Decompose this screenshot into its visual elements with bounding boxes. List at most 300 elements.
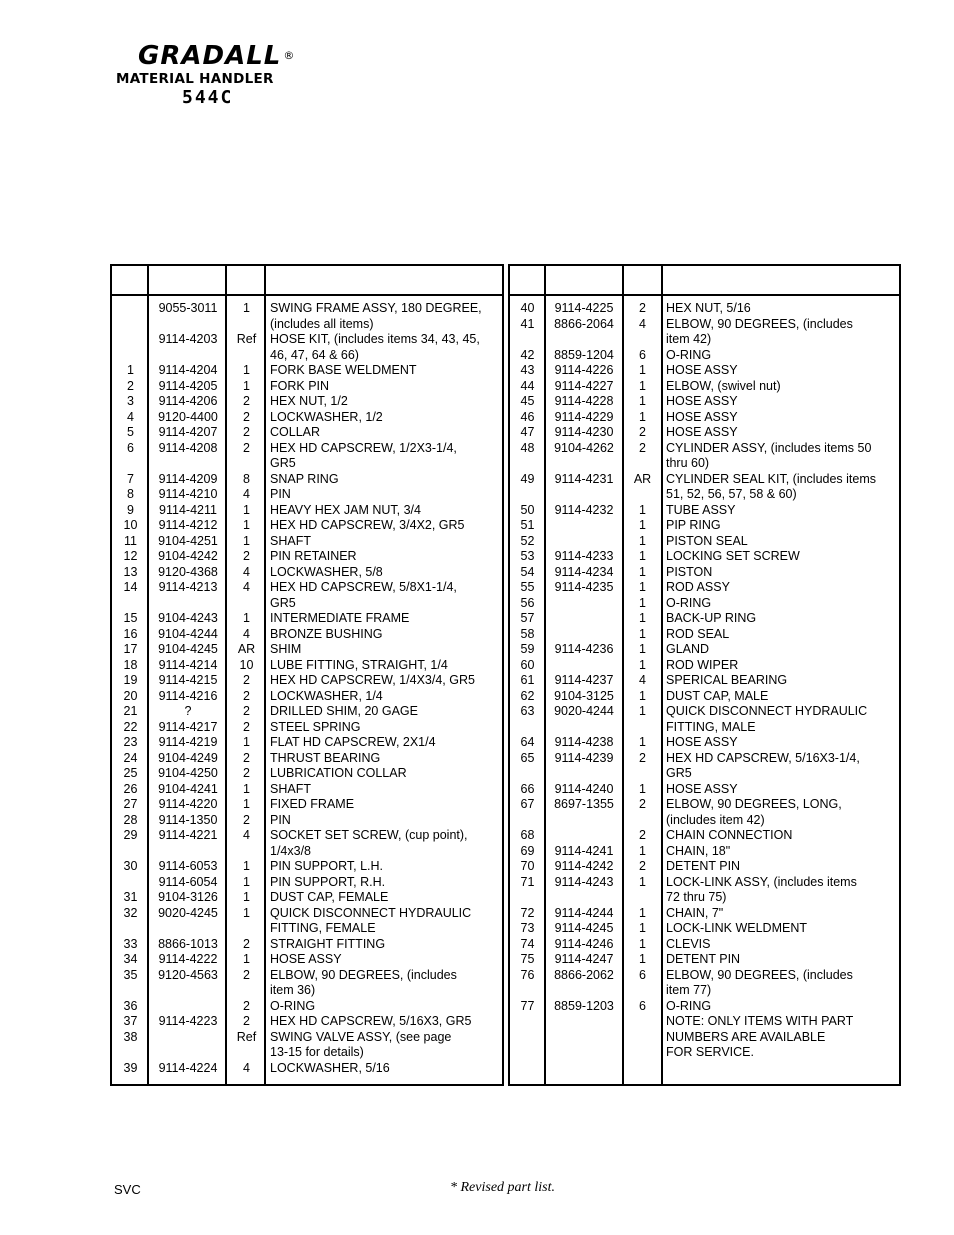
description: HOSE ASSY <box>270 952 342 966</box>
item-number: 35 <box>123 967 138 982</box>
item-number: 30 <box>123 859 138 873</box>
part-number: 9114-4223 <box>158 1014 218 1028</box>
description: O-RING <box>270 998 316 1013</box>
quantity: 1 <box>243 781 250 796</box>
description: FLAT HD CAPSCREW, 2X1/4 <box>270 735 436 749</box>
quantity: 2 <box>639 828 646 842</box>
part-number: 9114-4244 <box>554 905 614 920</box>
part-number: 9114-4215 <box>158 673 218 687</box>
quantity: 1 <box>639 735 646 749</box>
table-row <box>510 921 899 937</box>
item-number: 55 <box>520 580 535 594</box>
part-number: 9114-4211 <box>159 502 217 517</box>
description: QUICK DISCONNECT HYDRAULIC <box>666 704 868 718</box>
item-number <box>112 875 149 891</box>
description: GR5 <box>270 595 296 610</box>
table-row <box>510 952 899 968</box>
item-number: 26 <box>123 781 138 796</box>
item-number: 11 <box>124 533 137 548</box>
table-row <box>510 580 899 596</box>
table-row <box>112 487 502 503</box>
table-row <box>112 890 502 906</box>
description: LOCKWASHER, 1/4 <box>270 688 383 703</box>
table-row <box>112 627 502 643</box>
part-number <box>149 317 227 333</box>
description: COLLAR <box>270 425 321 439</box>
description: LOCKWASHER, 5/8 <box>270 564 383 579</box>
part-number: 9114-4209 <box>158 471 218 486</box>
item-number: 71 <box>520 874 535 889</box>
description: STEEL SPRING <box>270 719 361 734</box>
quantity <box>623 456 662 472</box>
brand-subtitle: MATERIAL HANDLER <box>116 71 274 87</box>
item-number: 43 <box>520 363 535 377</box>
item-number: 37 <box>123 1014 138 1028</box>
quantity: 2 <box>639 440 646 455</box>
item-number: 41 <box>520 316 535 331</box>
item-number: 31 <box>123 890 138 904</box>
item-number <box>510 332 545 348</box>
description: CYLINDER SEAL KIT, (includes items <box>666 471 877 486</box>
part-number <box>545 456 623 472</box>
quantity <box>623 1030 662 1046</box>
quantity <box>623 332 662 348</box>
part-number <box>545 596 623 612</box>
quantity: 4 <box>243 828 250 842</box>
description: 46, 47, 64 & 66) <box>270 347 359 362</box>
description: 72 thru 75) <box>666 890 727 904</box>
quantity: 1 <box>243 378 250 393</box>
table-row <box>112 596 502 612</box>
quantity: 1 <box>639 843 646 858</box>
table-row <box>112 518 502 534</box>
part-number <box>545 518 623 534</box>
table-row <box>510 968 899 984</box>
quantity <box>623 1014 662 1030</box>
quantity: 2 <box>243 1014 250 1028</box>
item-number: 29 <box>123 828 138 842</box>
description: THRUST BEARING <box>270 750 381 765</box>
part-number <box>545 720 623 736</box>
table-row <box>112 410 502 426</box>
table-row <box>112 565 502 581</box>
item-number: 67 <box>520 797 535 811</box>
item-number: 64 <box>520 735 535 749</box>
table-row <box>112 751 502 767</box>
description: LOCK-LINK WELDMENT <box>666 921 807 935</box>
quantity: 1 <box>243 363 250 377</box>
table-row <box>510 534 899 550</box>
table-row <box>112 968 502 984</box>
table-row <box>510 596 899 612</box>
part-number: 9114-4204 <box>158 363 218 377</box>
quantity <box>227 456 266 472</box>
part-number: 8859-1203 <box>554 998 614 1013</box>
part-number <box>545 813 623 829</box>
item-number <box>510 813 545 829</box>
table-row <box>510 1045 899 1061</box>
table-row <box>112 1061 502 1077</box>
part-number: 9114-4228 <box>554 394 614 408</box>
item-number: 17 <box>123 642 138 656</box>
description: ROD ASSY <box>666 580 730 594</box>
description: HEX HD CAPSCREW, 3/4X2, GR5 <box>270 518 465 532</box>
quantity <box>227 921 266 937</box>
part-number: 9020-4245 <box>158 905 218 920</box>
part-number: 9120-4368 <box>158 564 218 579</box>
quantity <box>623 890 662 906</box>
table-row <box>112 425 502 441</box>
table-row <box>112 363 502 379</box>
description: 51, 52, 56, 57, 58 & 60) <box>666 487 797 501</box>
table-rows <box>510 301 899 1061</box>
description: O-RING <box>666 595 712 610</box>
description: FITTING, MALE <box>666 719 756 734</box>
part-number: 9114-4234 <box>554 564 614 579</box>
part-number: 8866-2062 <box>554 967 614 982</box>
description: LOCKWASHER, 1/2 <box>270 409 383 424</box>
item-number: 53 <box>520 549 535 563</box>
part-number: 9114-4245 <box>554 921 614 935</box>
part-number <box>545 1014 623 1030</box>
description: ELBOW, 90 DEGREES, (includes <box>270 967 457 982</box>
description: TUBE ASSY <box>666 502 736 517</box>
description: O-RING <box>666 998 712 1013</box>
item-number <box>510 983 545 999</box>
quantity <box>623 720 662 736</box>
description: FIXED FRAME <box>270 797 355 811</box>
table-row <box>510 766 899 782</box>
item-number: 72 <box>520 905 535 920</box>
quantity: Ref <box>236 332 257 346</box>
quantity: 4 <box>243 1060 250 1075</box>
part-number: 9104-4249 <box>158 750 218 765</box>
quantity: 2 <box>639 301 646 315</box>
table-row <box>510 317 899 333</box>
table-row <box>510 611 899 627</box>
table-row <box>112 394 502 410</box>
description: QUICK DISCONNECT HYDRAULIC <box>270 905 472 920</box>
item-number: 32 <box>123 905 138 920</box>
quantity: 2 <box>639 859 646 873</box>
item-number: 14 <box>123 580 138 594</box>
part-number: 9114-4236 <box>554 642 614 656</box>
item-number: 21 <box>123 704 138 718</box>
description: item 42) <box>666 332 712 346</box>
quantity: 1 <box>639 564 646 579</box>
description: LUBRICATION COLLAR <box>270 766 407 780</box>
brand-name: GRADALL ® <box>138 41 296 71</box>
table-row <box>112 999 502 1015</box>
quantity: 1 <box>639 409 646 424</box>
quantity: 2 <box>243 549 250 563</box>
part-number: 9114-4203 <box>158 332 218 346</box>
table-row <box>112 937 502 953</box>
table-row <box>112 859 502 875</box>
quantity: 1 <box>639 378 646 393</box>
quantity: 1 <box>243 905 250 920</box>
description: HEX HD CAPSCREW, 5/16X3-1/4, <box>666 750 860 765</box>
quantity: 6 <box>639 998 646 1013</box>
part-number: 9020-4244 <box>554 704 614 718</box>
table-row <box>112 332 502 348</box>
item-number: 13 <box>123 564 138 579</box>
quantity: 2 <box>243 688 250 703</box>
table-row <box>112 844 502 860</box>
item-number <box>112 301 149 317</box>
item-number: 22 <box>123 719 138 734</box>
item-number: 8 <box>127 487 134 501</box>
table-row <box>112 952 502 968</box>
description: BRONZE BUSHING <box>270 626 383 641</box>
table-row <box>510 627 899 643</box>
table-row <box>510 782 899 798</box>
item-number: 33 <box>123 936 138 951</box>
quantity <box>227 348 266 364</box>
model-number: 544C <box>182 87 234 108</box>
part-number: 9114-4226 <box>554 363 614 377</box>
quantity <box>623 766 662 782</box>
table-row <box>510 906 899 922</box>
item-number <box>112 456 149 472</box>
item-number: 2 <box>127 378 134 393</box>
description: HEX HD CAPSCREW, 5/16X3, GR5 <box>270 1014 472 1028</box>
item-number <box>510 487 545 503</box>
item-number <box>112 317 149 333</box>
quantity: 1 <box>639 363 646 377</box>
table-row <box>510 363 899 379</box>
table-row <box>112 797 502 813</box>
quantity: 1 <box>639 952 646 966</box>
description: HOSE ASSY <box>666 735 738 749</box>
item-number <box>510 1014 545 1030</box>
parts-table-right <box>508 264 901 1086</box>
quantity: 2 <box>243 936 250 951</box>
item-number: 16 <box>123 626 138 641</box>
quantity: 2 <box>243 812 250 827</box>
description: item 77) <box>666 983 712 997</box>
part-number: 9104-3126 <box>158 890 218 904</box>
item-number: 4 <box>127 409 134 424</box>
table-row <box>510 875 899 891</box>
quantity: 2 <box>639 425 646 439</box>
part-number <box>545 766 623 782</box>
description: NUMBERS ARE AVAILABLE <box>666 1029 826 1044</box>
table-row <box>510 301 899 317</box>
quantity: 4 <box>243 580 250 594</box>
quantity: 1 <box>639 580 646 594</box>
table-row <box>510 565 899 581</box>
part-number: 9114-4207 <box>158 425 218 439</box>
quantity: 2 <box>243 409 250 424</box>
item-number: 15 <box>123 611 138 625</box>
item-number: 28 <box>123 812 138 827</box>
description: INTERMEDIATE FRAME <box>270 611 410 625</box>
description: GR5 <box>270 456 296 470</box>
table-row <box>112 642 502 658</box>
table-row <box>510 487 899 503</box>
table-row <box>510 456 899 472</box>
description: PIN SUPPORT, R.H. <box>270 874 386 889</box>
table-row <box>112 611 502 627</box>
table-header <box>510 266 899 296</box>
table-row <box>510 859 899 875</box>
part-number: 9114-4214 <box>158 657 218 672</box>
table-row <box>510 890 899 906</box>
description: PIN SUPPORT, L.H. <box>270 859 383 873</box>
quantity: 4 <box>639 673 646 687</box>
quantity <box>227 844 266 860</box>
description: FOR SERVICE. <box>666 1045 754 1059</box>
description: HOSE ASSY <box>666 394 738 408</box>
table-row <box>112 673 502 689</box>
table-row <box>112 1014 502 1030</box>
part-number: 9114-6054 <box>158 874 218 889</box>
table-header <box>112 266 502 296</box>
part-number <box>545 1045 623 1061</box>
item-number: 66 <box>520 781 535 796</box>
description: HEX NUT, 5/16 <box>666 301 751 315</box>
table-row <box>510 751 899 767</box>
table-row <box>112 921 502 937</box>
item-number: 54 <box>520 564 535 579</box>
part-number: 9114-4219 <box>158 735 218 749</box>
part-number: 9114-4216 <box>158 688 218 703</box>
gradall-logo <box>116 42 316 109</box>
item-number: 73 <box>520 921 535 935</box>
description: HEX HD CAPSCREW, 1/4X3/4, GR5 <box>270 673 475 687</box>
item-number: 75 <box>520 952 535 966</box>
item-number: 34 <box>123 952 138 966</box>
description: SHAFT <box>270 781 311 796</box>
parts-table-left <box>110 264 504 1086</box>
footer-section-code: SVC <box>114 1182 141 1197</box>
table-row <box>510 549 899 565</box>
table-row <box>510 937 899 953</box>
part-number: 9114-4229 <box>554 409 614 424</box>
description: LOCK-LINK ASSY, (includes items <box>666 874 857 889</box>
table-row <box>510 348 899 364</box>
quantity: 1 <box>243 859 250 873</box>
quantity: 1 <box>639 595 646 610</box>
part-number: 9114-1350 <box>158 812 218 827</box>
quantity: 1 <box>639 549 646 563</box>
quantity <box>227 317 266 333</box>
part-number: 8859-1204 <box>554 347 614 362</box>
part-number: 9104-4245 <box>158 642 218 656</box>
part-number <box>149 844 227 860</box>
quantity <box>623 983 662 999</box>
item-number: 10 <box>123 518 138 532</box>
part-number: 9120-4563 <box>158 967 218 982</box>
table-row <box>112 348 502 364</box>
quantity <box>227 983 266 999</box>
table-row <box>510 503 899 519</box>
quantity: 1 <box>639 642 646 656</box>
description: FITTING, FEMALE <box>270 921 376 935</box>
part-number <box>149 1030 227 1046</box>
description: CYLINDER ASSY, (includes items 50 <box>666 440 872 455</box>
part-number: 9104-3125 <box>554 688 614 703</box>
description: (includes item 42) <box>666 812 765 827</box>
part-number <box>545 487 623 503</box>
quantity: 1 <box>639 518 646 532</box>
table-row <box>112 456 502 472</box>
item-number <box>510 890 545 906</box>
description: HOSE ASSY <box>666 363 738 377</box>
quantity: 1 <box>243 611 250 625</box>
quantity: 1 <box>639 704 646 718</box>
quantity: 1 <box>243 890 250 904</box>
quantity: 2 <box>243 750 250 765</box>
description: SWING VALVE ASSY, (see page <box>270 1029 452 1044</box>
table-row <box>510 673 899 689</box>
description: PISTON SEAL <box>666 533 748 548</box>
table-row <box>112 580 502 596</box>
part-number: 9114-4232 <box>554 502 614 517</box>
quantity: 2 <box>243 673 250 687</box>
table-row <box>510 1014 899 1030</box>
part-number: 8866-2064 <box>554 316 614 331</box>
item-number: 12 <box>123 549 138 563</box>
part-number: 9114-4225 <box>554 301 614 315</box>
part-number <box>149 983 227 999</box>
quantity: 1 <box>243 533 250 548</box>
item-number: 7 <box>127 471 134 486</box>
part-number: 9120-4400 <box>158 409 218 424</box>
part-number: 9114-4240 <box>554 781 614 796</box>
table-row <box>510 642 899 658</box>
quantity: 1 <box>243 797 250 811</box>
part-number: 9114-4224 <box>158 1060 218 1075</box>
item-number: 27 <box>123 797 138 811</box>
table-row <box>510 689 899 705</box>
description: PISTON <box>666 564 713 579</box>
item-number: 48 <box>520 440 535 455</box>
table-row <box>112 782 502 798</box>
quantity: 1 <box>243 874 250 889</box>
quantity <box>227 1045 266 1061</box>
part-number: 9114-4247 <box>554 952 614 966</box>
table-row <box>112 503 502 519</box>
table-row <box>510 999 899 1015</box>
item-number: 18 <box>123 657 138 672</box>
quantity: 1 <box>639 936 646 951</box>
table-row <box>510 410 899 426</box>
description: CHAIN, 7" <box>666 905 724 920</box>
quantity: 2 <box>243 704 250 718</box>
item-number <box>510 456 545 472</box>
item-number: 74 <box>520 936 535 951</box>
part-number: 9104-4243 <box>158 611 218 625</box>
table-row <box>112 441 502 457</box>
table-row <box>510 1030 899 1046</box>
table-row <box>112 906 502 922</box>
item-number: 49 <box>520 471 535 486</box>
table-row <box>112 689 502 705</box>
part-number: 9114-4239 <box>554 750 614 765</box>
description: item 36) <box>270 983 316 997</box>
description: DUST CAP, FEMALE <box>270 890 389 904</box>
description: PIN RETAINER <box>270 549 357 563</box>
description: O-RING <box>666 347 712 362</box>
quantity: 6 <box>639 347 646 362</box>
description: ELBOW, 90 DEGREES, (includes <box>666 967 853 982</box>
part-number: 9104-4262 <box>554 440 614 455</box>
description: 1/4x3/8 <box>270 843 312 858</box>
description: PIP RING <box>666 518 721 532</box>
item-number: 3 <box>127 394 134 408</box>
